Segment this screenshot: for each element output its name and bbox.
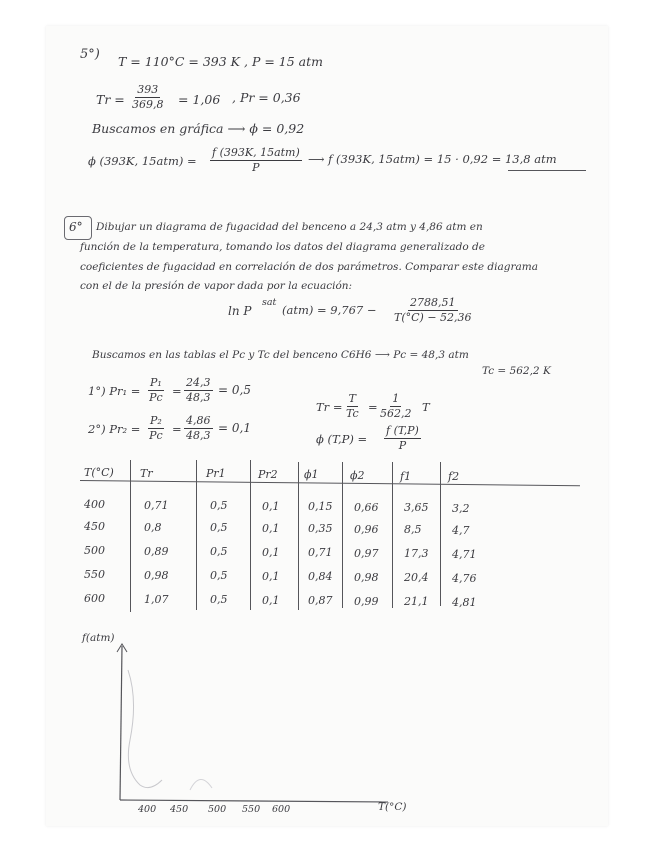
equation-lhs: ln P (228, 304, 252, 318)
graph-x-tick: 450 (170, 804, 189, 815)
table-cell: 1,07 (144, 592, 169, 606)
table-cell: 0,97 (354, 546, 379, 560)
table-cell: 0,84 (308, 570, 333, 583)
graph-x-tick: 600 (272, 804, 291, 815)
tr6-tail: T (422, 400, 430, 414)
table-header-cell: Pr2 (258, 467, 278, 481)
table-cell: 0,1 (262, 569, 280, 583)
equation-denominator: T(°C) − 52,36 (394, 310, 472, 324)
table-cell: 0,99 (354, 594, 379, 608)
pr2-value: = 0,1 (218, 421, 251, 435)
table-cell: 4,7 (452, 523, 470, 537)
table-cell: 3,65 (404, 501, 429, 514)
pr1-equals: = (172, 384, 182, 398)
equation-numerator: 2788,51 (410, 296, 456, 309)
equation-middle: (atm) = 9,767 − (282, 303, 377, 317)
table-cell: 0,1 (262, 593, 280, 607)
phi-def-label: ϕ (T,P) = (316, 432, 368, 446)
table-header-cell: T(°C) (84, 466, 114, 479)
table-cell: 0,87 (308, 594, 333, 607)
tr6-equals: = (368, 400, 378, 414)
pr1-value-numerator: 24,3 (186, 376, 211, 389)
table-header-cell: f1 (400, 469, 412, 483)
table-header-cell: f2 (448, 470, 460, 484)
table-cell: 550 (84, 568, 105, 581)
table-cell: 600 (84, 592, 105, 605)
tc-value: Tc = 562,2 K (482, 365, 551, 377)
table-cell: 450 (84, 520, 105, 533)
pr1-denominator: Pc (149, 390, 163, 404)
table-cell: 0,35 (308, 522, 333, 535)
table-cell: 20,4 (404, 571, 429, 584)
graph-x-tick: 500 (208, 804, 227, 815)
tr-denominator: 369,8 (132, 97, 164, 111)
graph-lookup-line: Buscamos en gráfica ⟶ ϕ = 0,92 (92, 121, 305, 136)
pr2-value-denominator: 48,3 (186, 428, 211, 442)
table-cell: 0,5 (210, 593, 228, 606)
table-cell: 0,5 (210, 545, 228, 558)
pr1-value-denominator: 48,3 (186, 390, 211, 404)
table-cell: 0,89 (144, 544, 169, 558)
pr2-label: 2°) Pr₂ = (88, 422, 141, 436)
table-cell: 0,96 (354, 522, 379, 536)
table-header-cell: Tr (140, 466, 153, 480)
pr2-numerator: P₂ (150, 414, 162, 427)
table-cell: 17,3 (404, 547, 429, 560)
table-cell: 0,98 (144, 568, 169, 582)
conditions-line: T = 110°C = 393 K , P = 15 atm (118, 54, 323, 69)
table-cell: 8,5 (404, 523, 422, 536)
faint-pencil-mark (190, 779, 212, 790)
pr2-denominator: Pc (149, 428, 163, 442)
phi-def-numerator: f (T,P) (386, 424, 419, 437)
equation-superscript: sat (262, 297, 277, 308)
table-cell: 0,15 (308, 500, 333, 513)
table-cell: 400 (84, 498, 105, 511)
table-cell: 0,71 (308, 546, 333, 559)
table-cell: 21,1 (404, 595, 429, 608)
phi-result-numerator: f (393K, 15atm) (212, 146, 300, 159)
phi-result-denominator: P (252, 160, 260, 174)
pr2-value-numerator: 4,86 (186, 414, 211, 427)
table-cell: 4,71 (452, 547, 477, 561)
table-cell: 4,76 (452, 571, 477, 585)
table-cell: 3,2 (452, 501, 470, 515)
statement-line-3: coeficientes de fugacidad en correlación de dos parámetros. Comparar este diagrama (80, 261, 538, 273)
pr1-value: = 0,5 (218, 383, 251, 397)
pr1-numerator: P₁ (150, 376, 162, 389)
table-cell: 4,81 (452, 595, 477, 609)
section-6-number: 6° (69, 220, 83, 234)
pr1-label: 1°) Pr₁ = (88, 384, 141, 398)
phi-result-rhs: ⟶ f (393K, 15atm) = 15 · 0,92 = 13,8 atm (308, 152, 557, 166)
tr6-denominator: Tc (346, 406, 359, 420)
table-cell: 500 (84, 544, 105, 557)
graph-x-axis (120, 800, 388, 802)
table-cell: 0,98 (354, 570, 379, 584)
graph-y-axis (120, 646, 122, 800)
pr2-equals: = (172, 422, 182, 436)
tr-value: = 1,06 (178, 92, 221, 107)
table-cell: 0,66 (354, 500, 379, 514)
table-cell: 0,71 (144, 498, 169, 512)
table-header-cell: ϕ2 (350, 469, 365, 482)
tr-label: Tr = (96, 92, 125, 107)
table-cell: 0,5 (210, 569, 228, 582)
table-header-cell: Pr1 (206, 467, 226, 481)
tr6-numerator: T (348, 392, 356, 405)
graph-x-tick: 400 (138, 804, 157, 815)
critical-lookup-line: Buscamos en las tablas el Pc y Tc del benceno C6H6 ⟶ Pc = 48,3 atm (92, 349, 469, 361)
statement-line-1: Dibujar un diagrama de fugacidad del benceno a 24,3 atm y 4,86 atm en (96, 221, 483, 233)
phi-result-lhs: ϕ (393K, 15atm) = (88, 154, 197, 168)
statement-line-2: función de la temperatura, tomando los datos del diagrama generalizado de (80, 241, 485, 253)
table-cell: 0,8 (144, 520, 162, 534)
table-cell: 0,1 (262, 545, 280, 559)
graph-x-tick: 550 (242, 804, 261, 815)
section-5-number: 5°) (80, 47, 100, 62)
table-header-cell: ϕ1 (304, 468, 319, 482)
tr6-value-numerator: 1 (392, 392, 400, 405)
tr6-value-denominator: 562,2 (380, 406, 412, 420)
faint-pencil-curve (128, 670, 162, 788)
table-cell: 0,1 (262, 521, 280, 535)
phi-def-denominator: P (398, 438, 407, 452)
table-cell: 0,1 (262, 499, 280, 513)
table-cell: 0,5 (210, 521, 228, 534)
statement-line-4: con el de la presión de vapor dada por la ecuación: (80, 280, 353, 292)
graph-x-label: T(°C) (378, 801, 407, 813)
graph-y-label: f(atm) (82, 632, 115, 644)
table-cell: 0,5 (210, 499, 228, 512)
pr-value: , Pr = 0,36 (232, 90, 301, 105)
tr6-label: Tr = (316, 400, 343, 414)
tr-numerator: 393 (137, 83, 159, 96)
